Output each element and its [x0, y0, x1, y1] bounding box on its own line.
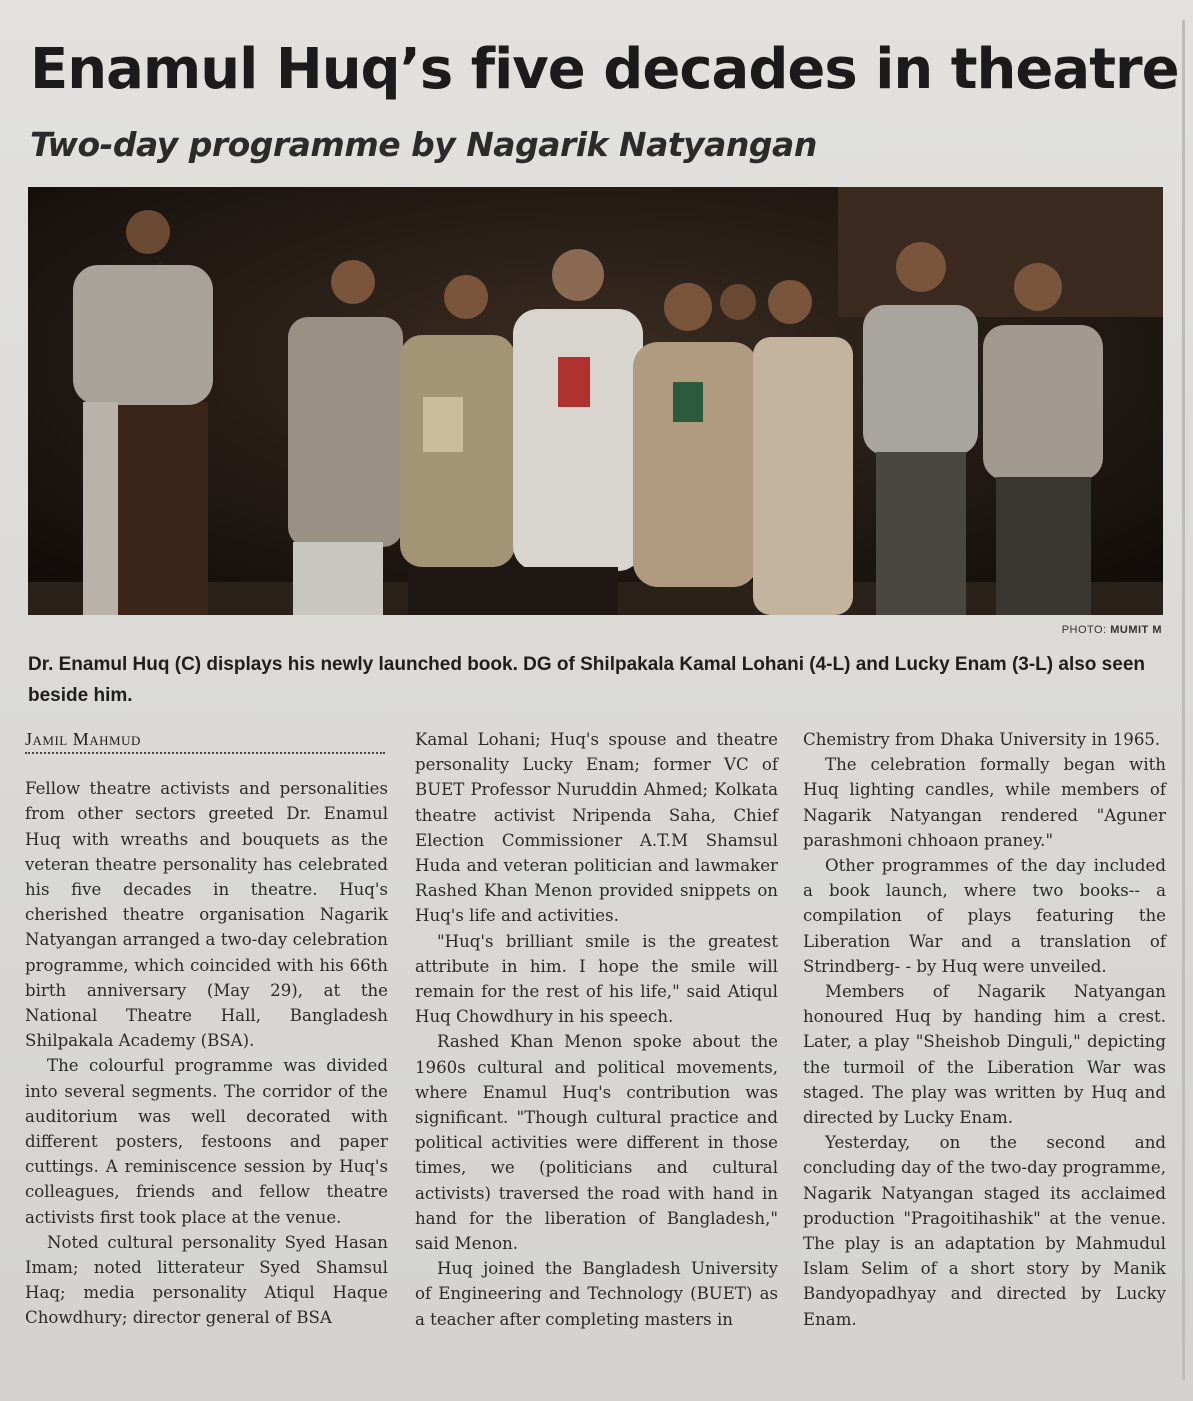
paragraph: "Huq's brilliant smile is the greatest attribute in him. I hope the smile will remain for the rest of his life," said Atiqul Huq Chowdhury in his speech. [415, 931, 778, 1027]
book [558, 357, 590, 407]
page-edge [1182, 20, 1185, 1380]
person-6 [720, 284, 756, 320]
article-column-1 [25, 727, 388, 1331]
photo-caption: Dr. Enamul Huq (C) displays his newly launched book. DG of Shilpakala Kamal Lohani (4-L) and Lucky Enam (3-L) also seen beside him. [28, 654, 1145, 706]
byline-divider [25, 752, 385, 754]
headline: Enamul Huq’s five decades in theatre [30, 37, 1179, 102]
paragraph: Kamal Lohani; Huq's spouse and theatre personality Lucky Enam; former VC of BUET Professor Nuruddin Ahmed; Kolkata theatre activist Nripenda Saha, Chief Election Commissioner A.T.M Shamsul Huda and veteran politician and lawmaker Rashed Khan Menon provided snippets on Huq's life and activities. [415, 730, 778, 926]
subheadline: Two-day programme by Nagarik Natyangan [30, 125, 817, 164]
paragraph: The celebration formally began with Huq lighting candles, while members of Nagarik Natyangan rendered "Aguner parashmoni chhoaon praney." [803, 755, 1166, 850]
event-photo [28, 187, 1163, 615]
article-column-2 [415, 727, 778, 1332]
paragraph: Rashed Khan Menon spoke about the 1960s cultural and political movements, where Enamul Huq's contribution was significant. "Though cultural practice and political activities were different in those times, we (politicians and cultural activists) traversed the road with hand in hand for the liberation of Bangladesh," said Menon. [415, 1032, 778, 1254]
paragraph: Huq joined the Bangladesh University of Engineering and Technology (BUET) as a teacher after completing masters in [415, 1259, 778, 1329]
paragraph: Noted cultural personality Syed Hasan Imam; noted litterateur Syed Shamsul Haq; media personality Atiqul Haque Chowdhury; director general of BSA [25, 1232, 388, 1328]
paragraph: Members of Nagarik Natyangan honoured Huq by handing him a crest. Later, a play "Sheishob Dinguli," depicting the turmoil of the Liberation War was staged. The play was written by Huq and directed by Lucky Enam. [803, 982, 1166, 1128]
photo-credit-label: PHOTO: [1061, 624, 1107, 636]
byline: Jamil Mahmud [25, 729, 141, 749]
podium [118, 402, 208, 615]
stage-panel [838, 187, 1163, 317]
photo-credit [900, 624, 1162, 636]
paragraph: Other programmes of the day included a book launch, where two books-- a compilation of plays featuring the Liberation War and a translation of Strindberg- - by Huq were unveiled. [803, 856, 1166, 976]
article-column-3 [803, 727, 1166, 1332]
paragraph: Yesterday, on the second and concluding day of the two-day programme, Nagarik Natyangan staged its acclaimed production "Pragoitihashik" at the venue. The play is an adaptation by Mahmudul Islam Selim of a short story by Manik Bandyopadhyay and directed by Lucky Enam. [803, 1133, 1166, 1329]
book [673, 382, 703, 422]
stage-photo-illustration [28, 187, 1163, 615]
paragraph: Chemistry from Dhaka University in 1965. [803, 730, 1161, 749]
stage-table [408, 567, 618, 615]
paragraph: The colourful programme was divided into several segments. The corridor of the auditorium was well decorated with different posters, festoons and paper cuttings. A reminiscence session by Huq's colleagues, friends and fellow theatre activists first took place at the venue. [25, 1056, 388, 1227]
paragraph: Fellow theatre activists and personalities from other sectors greeted Dr. Enamul Huq with wreaths and bouquets as the veteran theatre personality has celebrated his five decades in theatre. Huq's cherished theatre organisation Nagarik Natyangan arranged a two-day celebration programme, which coincided with his 66th birth anniversary (May 29), at the National Theatre Hall, Bangladesh Shilpakala Academy (BSA). [25, 779, 388, 1051]
photo-credit-name: MUMIT M [1110, 624, 1162, 636]
